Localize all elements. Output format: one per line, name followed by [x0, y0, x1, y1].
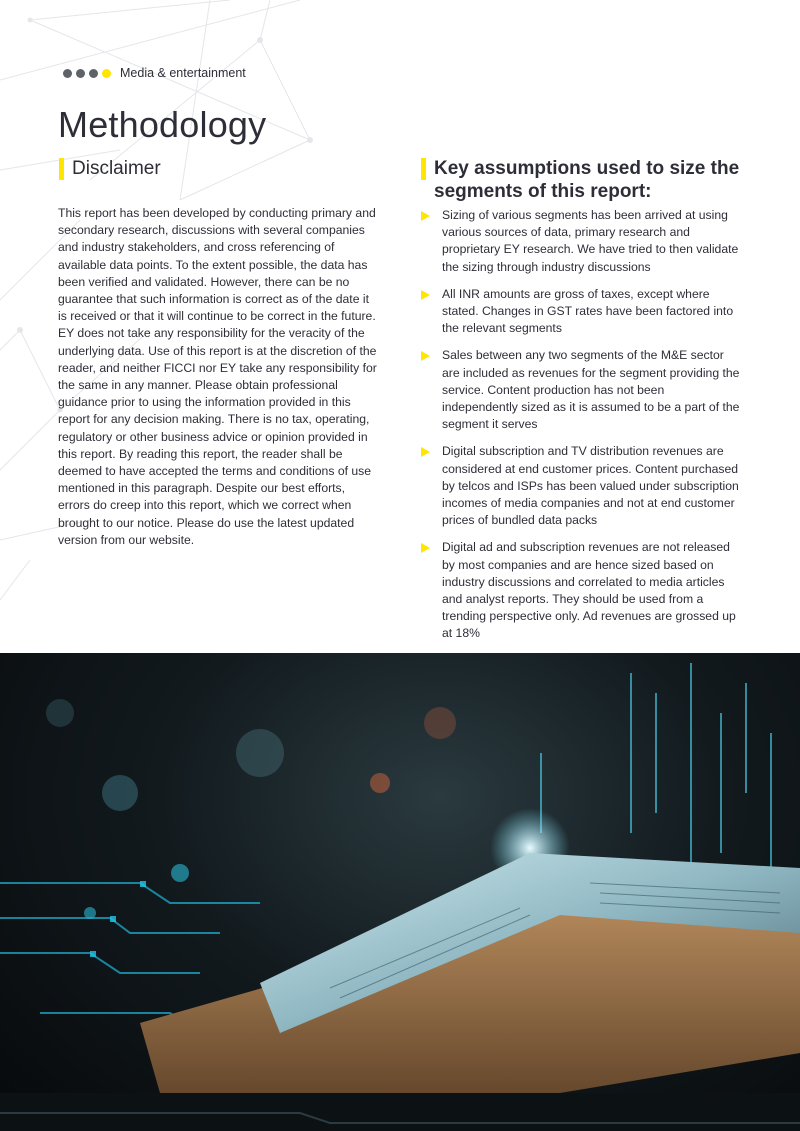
- assumptions-heading: Key assumptions used to size the segments of this report:: [434, 158, 740, 202]
- list-item: [421, 539, 741, 642]
- list-item: [421, 347, 741, 433]
- list-item-text: All INR amounts are gross of taxes, except where stated. Changes in GST rates have been factored into the relevant segments: [442, 286, 734, 336]
- list-item-text: Digital subscription and TV distribution revenues are considered at end customer prices. Content purchased by telcos and ISPs has been valued under subscription incomes of media companies and not at end customer prices of bundled data packs: [442, 444, 739, 528]
- disclaimer-heading: Disclaimer: [72, 158, 161, 179]
- list-item: [421, 207, 741, 276]
- list-item: [421, 286, 741, 338]
- list-item-text: Sizing of various segments has been arrived at using various sources of data, primary research and proprietary EY research. We have tried to then validate the sizing through industry discussions: [442, 208, 739, 274]
- arrow-bullet-icon: [421, 211, 430, 221]
- list-item-text: Digital ad and subscription revenues are not released by most companies and are hence sized based on industry discussions and correlated to media articles and analyst reports. They should be used from a trending perspective only. Ad revenues are grossed up at 18%: [442, 540, 736, 641]
- disclaimer-heading-block: [59, 157, 161, 181]
- grey-dot: [89, 69, 98, 78]
- section-header: [63, 66, 246, 80]
- heading-accent-bar: [59, 158, 64, 180]
- assumptions-list: [421, 207, 741, 653]
- heading-accent-bar: [421, 158, 426, 180]
- grey-dot: [63, 69, 72, 78]
- disclaimer-body: This report has been developed by conducting primary and secondary research, discussions with several companies and industry stakeholders, and cross referencing of available data points. To the extent possible, the data has been verified and validated. However, there can be no guarantee that such information is correct as of the date it is received or that it will continue to be correct in the future. EY does not take any responsibility for the veracity of the underlying data. Use of this report is at the discretion of the reader, and neither FICCI nor EY take any responsibility for the same in any manner. Please obtain professional guidance prior to using the information provided in this report for any decision making. There is no tax, operating, regulatory or other business advice or opinion provided in this report. By reading this report, the reader shall be deemed to have accepted the terms and conditions of use mentioned in this paragraph. Despite our best efforts, errors do creep into this report, which we correct when brought to our notice. Please do use the latest updated version from our website.: [58, 206, 377, 547]
- assumptions-heading-block: [421, 157, 751, 203]
- arrow-bullet-icon: [421, 351, 430, 361]
- progress-dots-icon: [63, 69, 111, 78]
- hero-book-image: [0, 653, 800, 1131]
- arrow-bullet-icon: [421, 543, 430, 553]
- grey-dot: [76, 69, 85, 78]
- yellow-dot: [102, 69, 111, 78]
- book-circuit-illustration: [0, 653, 800, 1131]
- list-item-text: Sales between any two segments of the M&E sector are included as revenues for the segment providing the service. Content production has not been independently sized as it is assumed to be a part of the segment it serves: [442, 348, 740, 432]
- section-label: Media & entertainment: [120, 66, 246, 80]
- page-title: Methodology: [58, 104, 267, 145]
- arrow-bullet-icon: [421, 290, 430, 300]
- list-item: [421, 443, 741, 529]
- arrow-bullet-icon: [421, 447, 430, 457]
